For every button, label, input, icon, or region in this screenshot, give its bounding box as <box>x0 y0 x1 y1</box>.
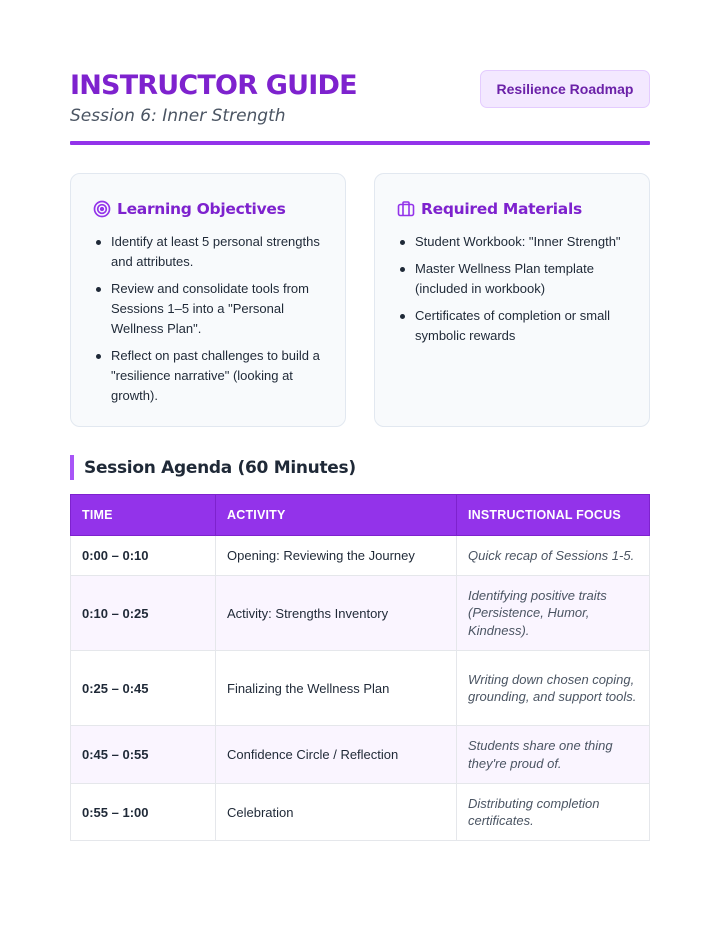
column-header-activity: ACTIVITY <box>216 495 457 536</box>
focus-cell: Identifying positive traits (Persistence, Humor, Kindness). <box>457 576 650 651</box>
page-header <box>70 70 650 128</box>
focus-cell: Quick recap of Sessions 1-5. <box>457 536 650 576</box>
column-header-focus: INSTRUCTIONAL FOCUS <box>457 495 650 536</box>
agenda-table <box>70 494 650 841</box>
target-icon <box>93 200 111 218</box>
objectives-list <box>93 232 323 406</box>
focus-cell: Writing down chosen coping, grounding, and support tools. <box>457 651 650 726</box>
time-cell: 0:10 – 0:25 <box>71 576 216 651</box>
learning-objectives-title: Learning Objectives <box>117 200 286 218</box>
briefcase-icon <box>397 200 415 218</box>
material-item: Master Wellness Plan template (included in workbook) <box>397 259 627 299</box>
activity-cell: Finalizing the Wellness Plan <box>216 651 457 726</box>
table-row <box>71 651 650 726</box>
objective-item: Identify at least 5 personal strengths and attributes. <box>93 232 323 272</box>
program-badge: Resilience Roadmap <box>480 70 650 108</box>
time-cell: 0:55 – 1:00 <box>71 784 216 841</box>
objective-item: Reflect on past challenges to build a "resilience narrative" (looking at growth). <box>93 346 323 406</box>
time-cell: 0:25 – 0:45 <box>71 651 216 726</box>
required-materials-card <box>374 173 650 427</box>
column-header-time: TIME <box>71 495 216 536</box>
material-item: Student Workbook: "Inner Strength" <box>397 232 627 252</box>
focus-cell: Distributing completion certificates. <box>457 784 650 841</box>
table-row <box>71 784 650 841</box>
page-subtitle: Session 6: Inner Strength <box>70 106 286 126</box>
required-materials-title: Required Materials <box>421 200 582 218</box>
objective-item: Review and consolidate tools from Sessions 1–5 into a "Personal Wellness Plan". <box>93 279 323 339</box>
activity-cell: Celebration <box>216 784 457 841</box>
table-row <box>71 576 650 651</box>
focus-cell: Students share one thing they're proud of. <box>457 726 650 784</box>
activity-cell: Activity: Strengths Inventory <box>216 576 457 651</box>
table-row <box>71 536 650 576</box>
page-title: INSTRUCTOR GUIDE <box>70 70 357 101</box>
material-item: Certificates of completion or small symbolic rewards <box>397 306 627 346</box>
agenda-title: Session Agenda (60 Minutes) <box>84 457 356 478</box>
agenda-header-row <box>71 495 650 536</box>
learning-objectives-card <box>70 173 346 427</box>
activity-cell: Confidence Circle / Reflection <box>216 726 457 784</box>
time-cell: 0:45 – 0:55 <box>71 726 216 784</box>
materials-list <box>397 232 627 346</box>
time-cell: 0:00 – 0:10 <box>71 536 216 576</box>
header-divider <box>70 141 650 145</box>
agenda-heading <box>70 455 356 480</box>
table-row <box>71 726 650 784</box>
activity-cell: Opening: Reviewing the Journey <box>216 536 457 576</box>
